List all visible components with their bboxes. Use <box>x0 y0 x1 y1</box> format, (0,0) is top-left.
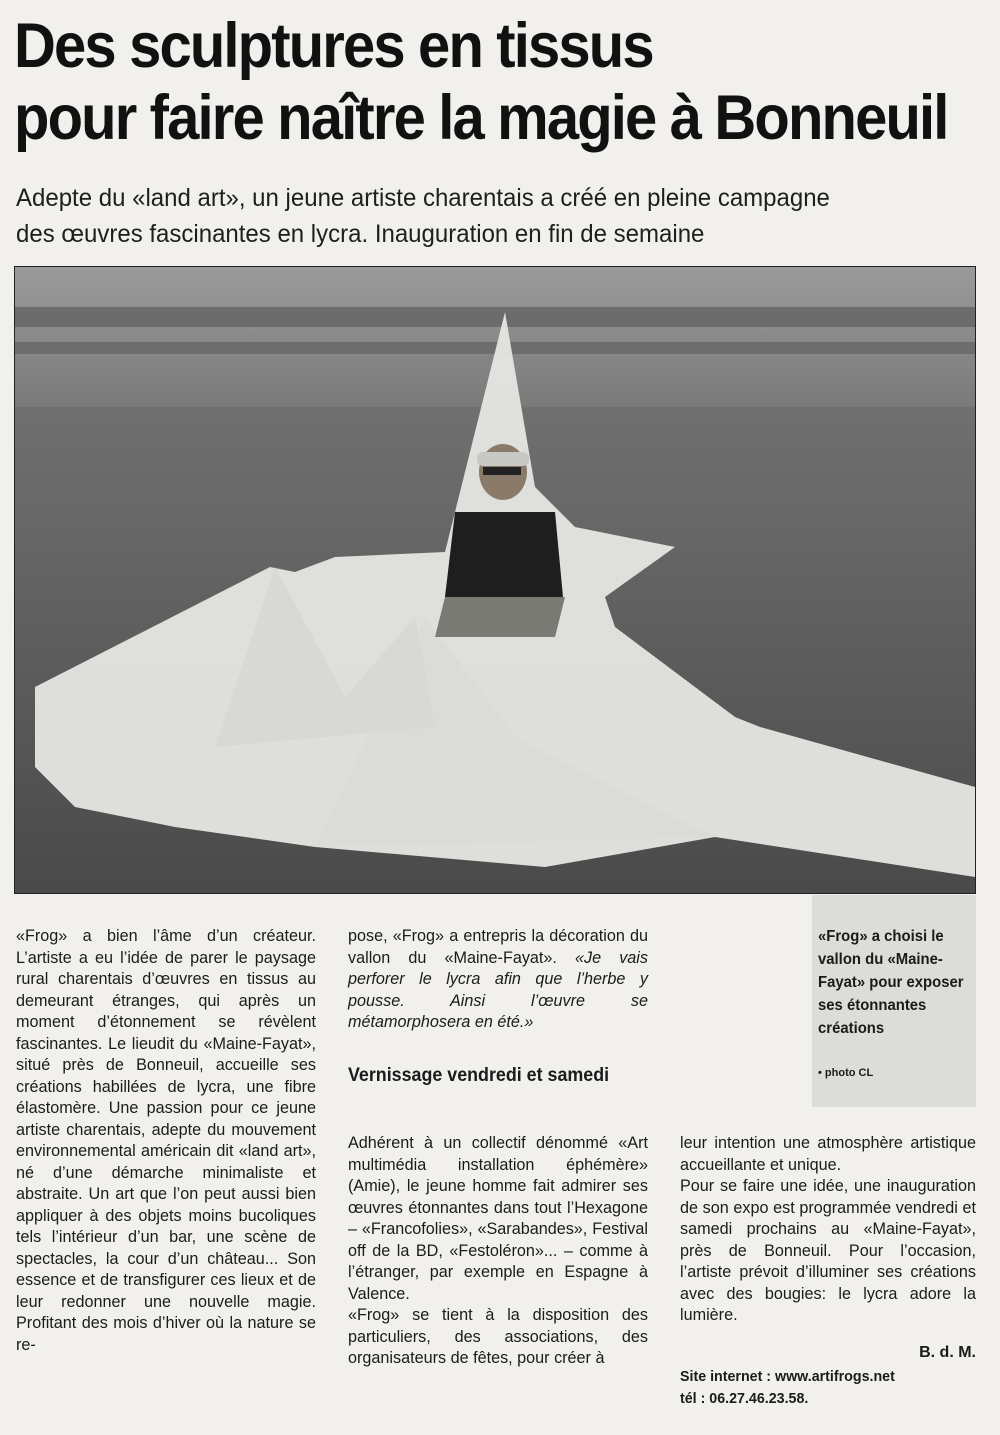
photo-caption: «Frog» a choisi le vallon du «Maine-Fayat» pour exposer ses étonnantes créations <box>818 928 964 1037</box>
article-column-2-bottom <box>348 1133 648 1370</box>
article-column-2-top <box>348 926 648 1034</box>
section-subhead: Vernissage vendredi et samedi <box>348 1065 610 1086</box>
column-3-paragraph-1: leur intention une atmosphère artistique accueillante et unique. <box>680 1134 976 1174</box>
article-column-1 <box>16 926 316 1356</box>
column-3-paragraph-2: Pour se faire une idée, une inauguration de son expo est programmée vendredi et samedi prochains au «Maine-Fayat», près de Bonneuil. Pour l’occasion, l’artiste prévoit d’illuminer ses créations avec des bougies: le lycra adore la lumière. <box>680 1177 976 1324</box>
column-2-lead-text: pose, «Frog» a entrepris la décoration du vallon du «Maine-Fayat». <box>348 927 648 967</box>
article-photo <box>14 266 976 894</box>
headline-line-1: Des sculptures en tissus <box>14 11 653 81</box>
photo-credit: • photo CL <box>818 1067 874 1079</box>
headline <box>14 10 948 154</box>
deck-line-1: Adepte du «land art», un jeune artiste charentais a créé en pleine campagne <box>16 184 830 212</box>
author-signature: B. d. M. <box>919 1344 976 1361</box>
column-1-text: «Frog» a bien l’âme d’un créateur. L’artiste a eu l’idée de parer le paysage rural charentais d’œuvres en tissus au demeurant étranges, qui après un moment d’étonnement se révèlent fascinantes. Le lieudit du «Maine-Fayat», situé près de Bonneuil, accueille ses créations habillées de lycra, une fibre élastomère. Une passion pour ce jeune artiste charentais, adepte du mouvement environnemental américain dit «land art», né d’une démarche minimaliste et abstraite. Un art que l’on peut aussi bien appliquer à des objets moins bucoliques tels l’intérieur d’un bar, une scène de spectacles, la cour d’un château... Son essence et de transfigurer ces lieux et de leur redonner une nouvelle magie. Profitant des mois d’hiver où la nature se re- <box>16 927 316 1354</box>
column-2-lead <box>348 926 648 1034</box>
column-2-paragraph-2: «Frog» se tient à la disposition des particuliers, des associations, des organisateurs de fêtes, pour créer à <box>348 1306 648 1367</box>
photo-caption-box <box>812 895 976 1107</box>
artist-quote: «Je vais perforer le lycra afin que l’herbe y pousse. Ainsi l’œuvre se métamorphosera en été.» <box>348 948 649 1031</box>
deck <box>16 180 938 252</box>
photo-illustration <box>15 267 975 893</box>
headline-line-2: pour faire naître la magie à Bonneuil <box>14 83 948 153</box>
website-contact: Site internet : www.artifrogs.net <box>680 1368 895 1385</box>
phone-contact: tél : 06.27.46.23.58. <box>680 1390 809 1407</box>
column-2-paragraph-1: Adhérent à un collectif dénommé «Art multimédia installation éphémère» (Amie), le jeune homme fait admirer ses œuvres étonnantes dans tout l’Hexagone – «Francofolies», «Sarabandes», Festival off de la BD, «Festoléron»... – comme à l’étranger, par exemple en Espagne à Valence. <box>348 1134 648 1303</box>
article-column-3 <box>680 1133 976 1327</box>
deck-line-2: des œuvres fascinantes en lycra. Inauguration en fin de semaine <box>16 220 705 248</box>
